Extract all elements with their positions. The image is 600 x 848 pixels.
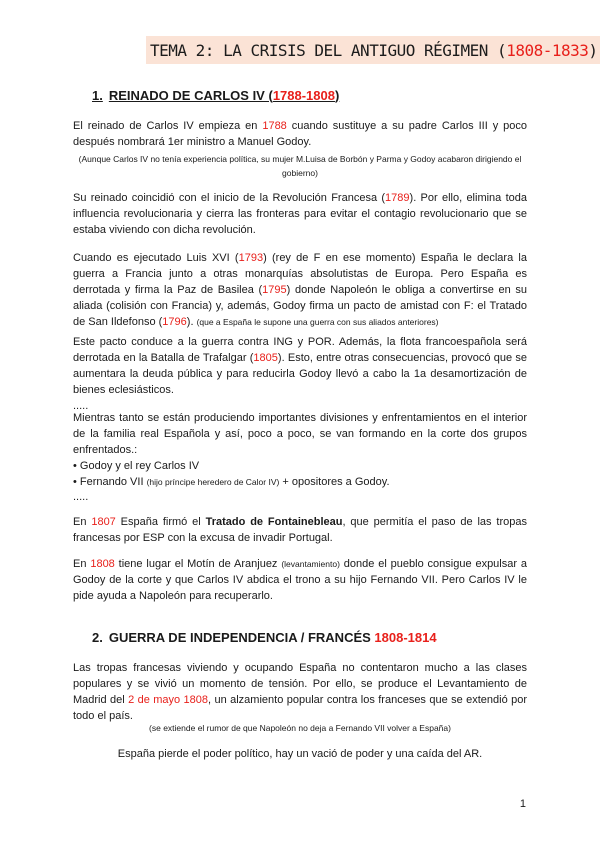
list-item: • Godoy y el rey Carlos IV bbox=[73, 460, 200, 472]
ellipsis: ..... bbox=[73, 491, 89, 503]
section-heading-2: 2. GUERRA DE INDEPENDENCIA / FRANCÉS 1808-1814 bbox=[92, 630, 437, 645]
note: (Aunque Carlos IV no tenía experiencia política, su mujer M.Luisa de Borbón y Parma y Godoy acabaron dirigiendo el gobierno) bbox=[78, 154, 522, 178]
paragraph: Su reinado coincidió con el inicio de la Revolución Francesa (1789). Por ello, elimina toda influencia revolucionaria y cierra las fronteras para evitar el contagio revolucionario que se estaba viviendo con dicha revolución. bbox=[73, 192, 527, 236]
note: (se extiende el rumor de que Napoleón no deja a Fernando VII volver a España) bbox=[149, 723, 451, 733]
paragraph: Este pacto conduce a la guerra contra ING y POR. Además, la flota francoespañola será derrotada en la Batalla de Trafalgar (1805). Esto, entre otras consecuencias, provocó que se aumentara la deuda pública y para reducirla Godoy llevó a cabo la 1a desamortización de bienes eclesiásticos. bbox=[73, 336, 527, 396]
page-number: 1 bbox=[519, 798, 526, 810]
ellipsis: ..... bbox=[73, 400, 89, 412]
paragraph: Cuando es ejecutado Luis XVI (1793) (rey de F en ese momento) España le declara la guerra a Francia junto a otras monarquías absolutistas de Europa. Pero España es derrotada y firma la Paz de Basilea (1795) donde Napoleón le obliga a convertirse en su aliada (colisión con Francia) y, además, Godoy firma un pacto de amistad con F: el Tratado de San Ildefonso (1796). (que a España le supone una guerra con sus aliados anteriores) bbox=[73, 252, 527, 328]
paragraph: El reinado de Carlos IV empieza en 1788 cuando sustituye a su padre Carlos III y poco después nombrará 1er ministro a Manuel Godoy. bbox=[73, 120, 527, 148]
paragraph: En 1808 tiene lugar el Motín de Aranjuez (levantamiento) donde el pueblo consigue expulsar a Godoy de la corte y que Carlos IV abdica el trono a su hijo Fernando VII. Pero Carlos IV le pide ayuda a Napoleón para recuperarlo. bbox=[73, 558, 528, 602]
paragraph: España pierde el poder político, hay un vació de poder y una caída del AR. bbox=[117, 748, 483, 760]
paragraph: Mientras tanto se están produciendo importantes divisiones y enfrentamientos en el interior de la familia real Española y así, poco a poco, se van formando en la corte dos grupos enfrentados.: bbox=[73, 412, 527, 456]
list-item: • Fernando VII (hijo príncipe heredero de Calor IV) + opositores a Godoy. bbox=[73, 476, 390, 488]
document-title: TEMA 2: LA CRISIS DEL ANTIGUO RÉGIMEN ( 1808-1833 ) bbox=[146, 36, 600, 64]
paragraph: Las tropas francesas viviendo y ocupando España no contentaron mucho a las clases populares y se vivió un momento de tensión. Por ello, se produce el Levantamiento de Madrid del 2 de mayo 1808, un alzamiento popular contra los franceses que se extendió por todo el país. bbox=[73, 662, 527, 722]
section-heading-1: 1. REINADO DE CARLOS IV (1788-1808) bbox=[92, 88, 340, 103]
paragraph: En 1807 España firmó el Tratado de Fontainebleau, que permitía el paso de las tropas francesas por ESP con la excusa de invadir Portugal. bbox=[73, 516, 527, 544]
